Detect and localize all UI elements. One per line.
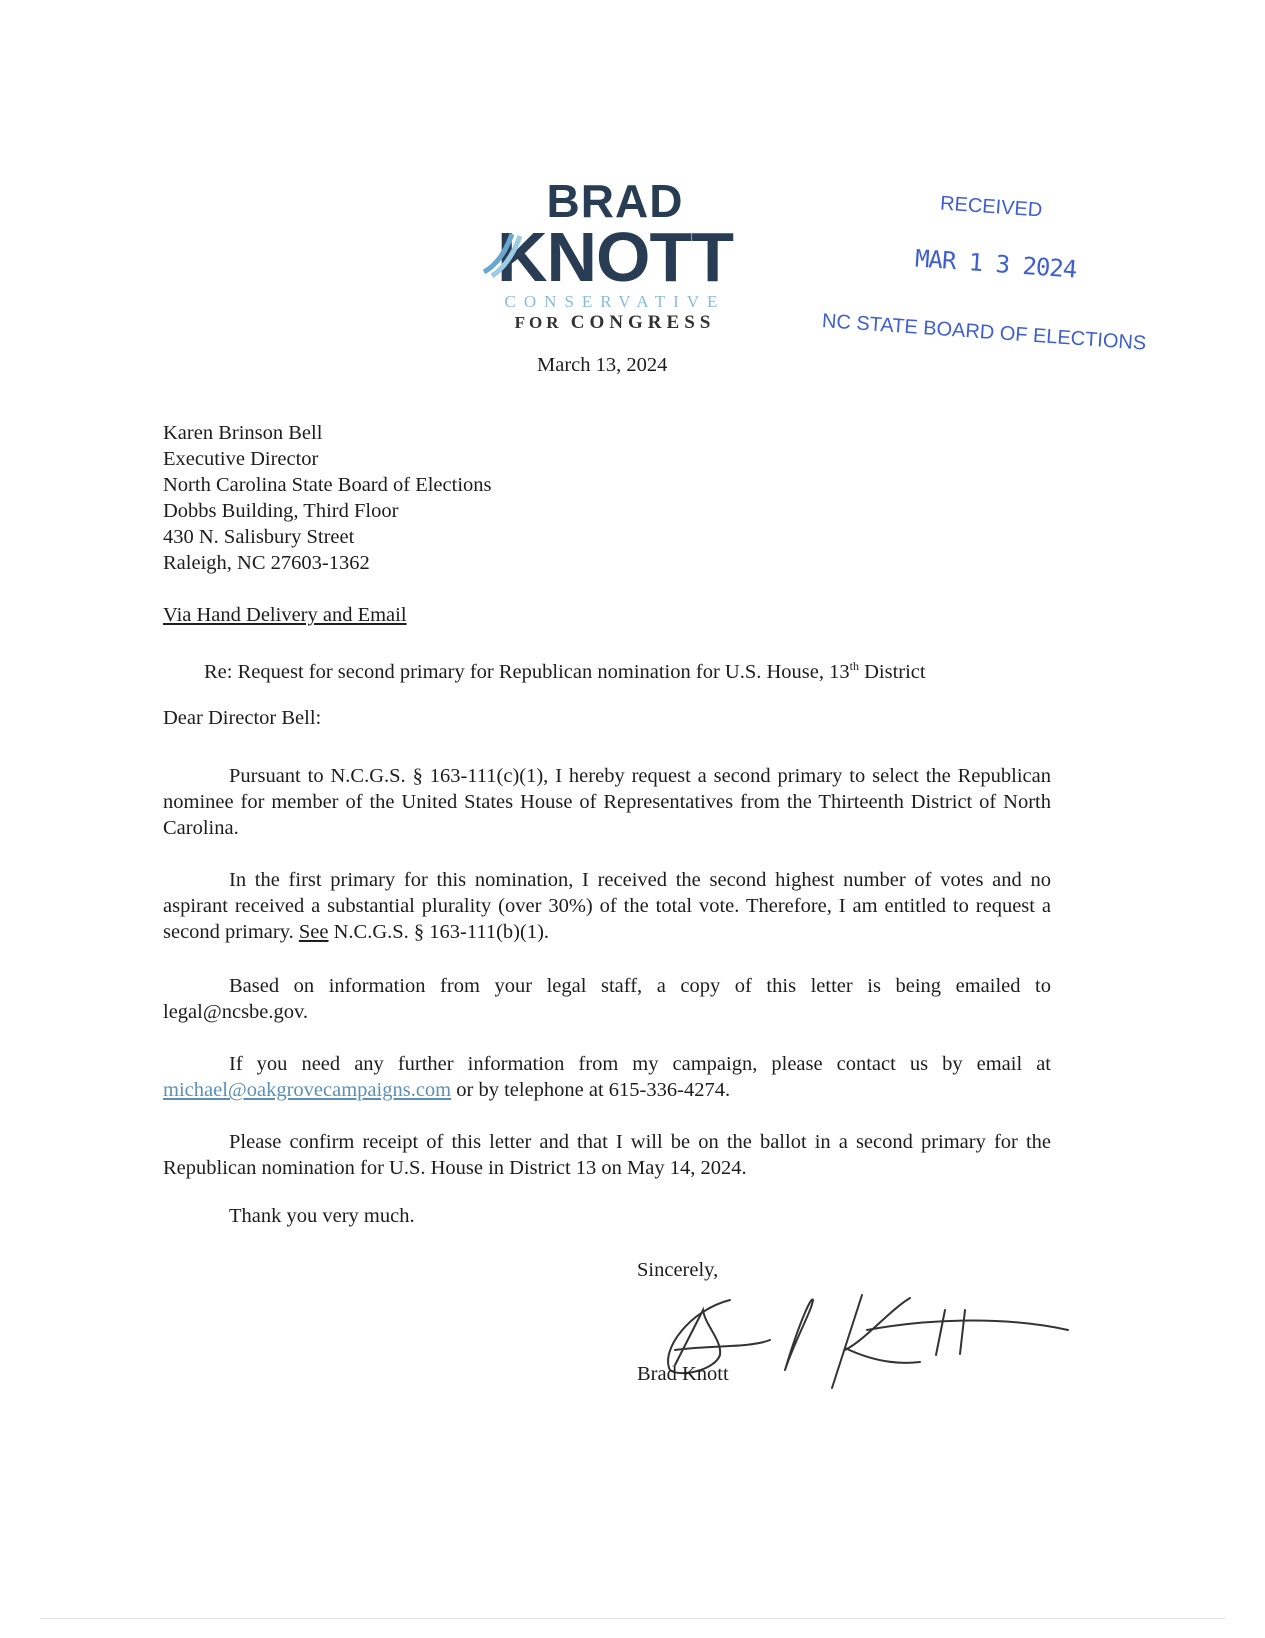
salutation: Dear Director Bell: — [163, 707, 322, 729]
logo-for-congress: FOR CONGRESS — [514, 312, 716, 333]
paragraph-5: Please confirm receipt of this letter and that I will be on the ballot in a second primary for the Republican nomination for U.S. House in District 13 on May 14, 2024. — [163, 1131, 1051, 1179]
email-link[interactable]: michael@oakgrovecampaigns.com — [163, 1079, 452, 1101]
paragraph-2: In the first primary for this nomination, I received the second highest number of votes and no aspirant received a substantial plurality (over 30%) of the total vote. Therefore, I am entitled to request a second primary. See N.C.G.S. § 163-111(b)(1). — [163, 869, 1051, 943]
stamp-date: MAR 1 3 2024 — [914, 244, 1078, 284]
address-line: 430 N. Salisbury Street — [163, 526, 355, 548]
paragraph-3: Based on information from your legal staff, a copy of this letter is being emailed to legal@ncsbe.gov. — [163, 975, 1051, 1023]
stamp-received: RECEIVED — [939, 192, 1043, 222]
letter-date: March 13, 2024 — [537, 354, 668, 376]
stamp-agency: NC STATE BOARD OF ELECTIONS — [821, 310, 1147, 355]
page-edge-divider — [40, 1618, 1225, 1619]
delivery-method: Via Hand Delivery and Email — [163, 604, 407, 626]
address-line: Executive Director — [163, 448, 319, 470]
address-line: Karen Brinson Bell — [163, 422, 323, 444]
address-line: North Carolina State Board of Elections — [163, 474, 492, 496]
address-line: Raleigh, NC 27603-1362 — [163, 552, 370, 574]
subject-line: Re: Request for second primary for Republican nomination for U.S. House, 13th District — [204, 659, 926, 683]
logo-last-name: KNOTT — [480, 224, 750, 290]
closing: Sincerely, — [637, 1259, 719, 1281]
logo-tagline: CONSERVATIVE — [504, 292, 726, 311]
recipient-address — [163, 420, 492, 576]
logo-first-name: BRAD — [546, 175, 684, 227]
paragraph-4: If you need any further information from my campaign, please contact us by email at michael@oakgrovecampaigns.com or by telephone at 615-336-4274. — [163, 1053, 1051, 1101]
thanks-line: Thank you very much. — [229, 1205, 415, 1227]
campaign-logo — [480, 175, 750, 334]
paragraph-1: Pursuant to N.C.G.S. § 163-111(c)(1), I hereby request a second primary to select the Republican nominee for member of the United States House of Representatives from the Thirteenth District of North Carolina. — [163, 765, 1051, 839]
address-line: Dobbs Building, Third Floor — [163, 500, 399, 522]
swoosh-icon — [482, 232, 522, 282]
signer-name: Brad Knott — [637, 1363, 729, 1385]
